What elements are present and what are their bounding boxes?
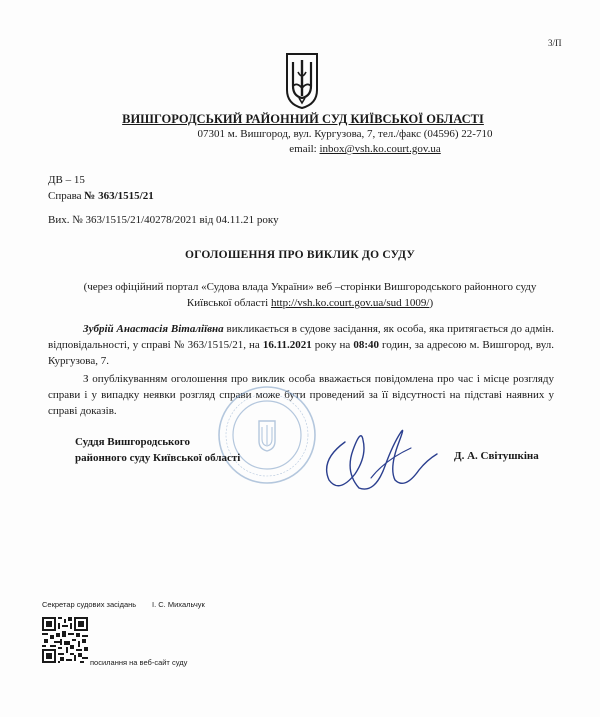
notice-paragraph-2: З опублікуванням оголошення про виклик особа вважається повідомлена про час і місце розгляду справи і у випадку неявки розгляд справи може бути проведений за її відсутності на підставі наявних у справі доказів. [48,373,554,417]
judge-title-line-2: районного суду Київської області [75,452,241,464]
para1-text-c: годин, за адресою м. Вишгород, вул. Кургузова, 7. [48,339,554,367]
qr-caption: посилання на веб-сайт суду [90,658,188,667]
hearing-date: 16.11.2021 [262,339,312,351]
coat-of-arms-icon [285,52,319,110]
notice-paragraph-1 [48,321,554,369]
judge-title-line-1: Суддя Вишгородського [75,436,190,448]
judge-name: Д. А. Світушкіна [454,450,539,462]
signature-icon [315,420,445,500]
corner-mark: 3/П [548,38,562,48]
qr-code-icon[interactable] [42,617,88,663]
subtitle-link[interactable]: http://vsh.ko.court.gov.ua/sud 1009/ [270,297,430,309]
outgoing-number: Вих. № 363/1515/21/40278/2021 від 04.11.21 року [48,214,279,226]
hearing-time: 08:40 [353,339,379,351]
email-label: email: [289,143,320,155]
judge-title [75,434,240,466]
notice-subtitle [70,279,550,311]
email-link[interactable]: inbox@vsh.ko.court.gov.ua [319,143,441,155]
secretary-label: Секретар судових засідань [42,600,137,609]
case-label: Справа [48,190,85,202]
court-email-line [0,143,600,155]
case-number: № 363/1515/21 [84,190,154,202]
document-code: ДВ – 15 [48,174,85,186]
para1-text-a: викликається в судове засідання, як особа, яка притягається до адмін. відповідальності, у справі № 363/1515/21, на [48,323,555,351]
para1-text-b: року на [311,339,354,351]
subtitle-end: ) [429,297,434,309]
subtitle-text: (через офіційний портал «Судова влада України» веб –сторінки Вишгородського районного суду Київської області [83,281,537,309]
court-address: 07301 м. Вишгород, вул. Кургузова, 7, тел./факс (04596) 22-710 [197,128,493,140]
secretary-name: І. С. Михальчук [152,600,205,609]
case-line [48,190,154,202]
summoned-person: Зубрій Анастасія Віталіївна [83,323,224,335]
court-name: ВИШГОРОДСЬКИЙ РАЙОННИЙ СУД КИЇВСЬКОЇ ОБЛАСТІ [122,112,484,126]
notice-title: ОГОЛОШЕННЯ ПРО ВИКЛИК ДО СУДУ [184,249,416,261]
